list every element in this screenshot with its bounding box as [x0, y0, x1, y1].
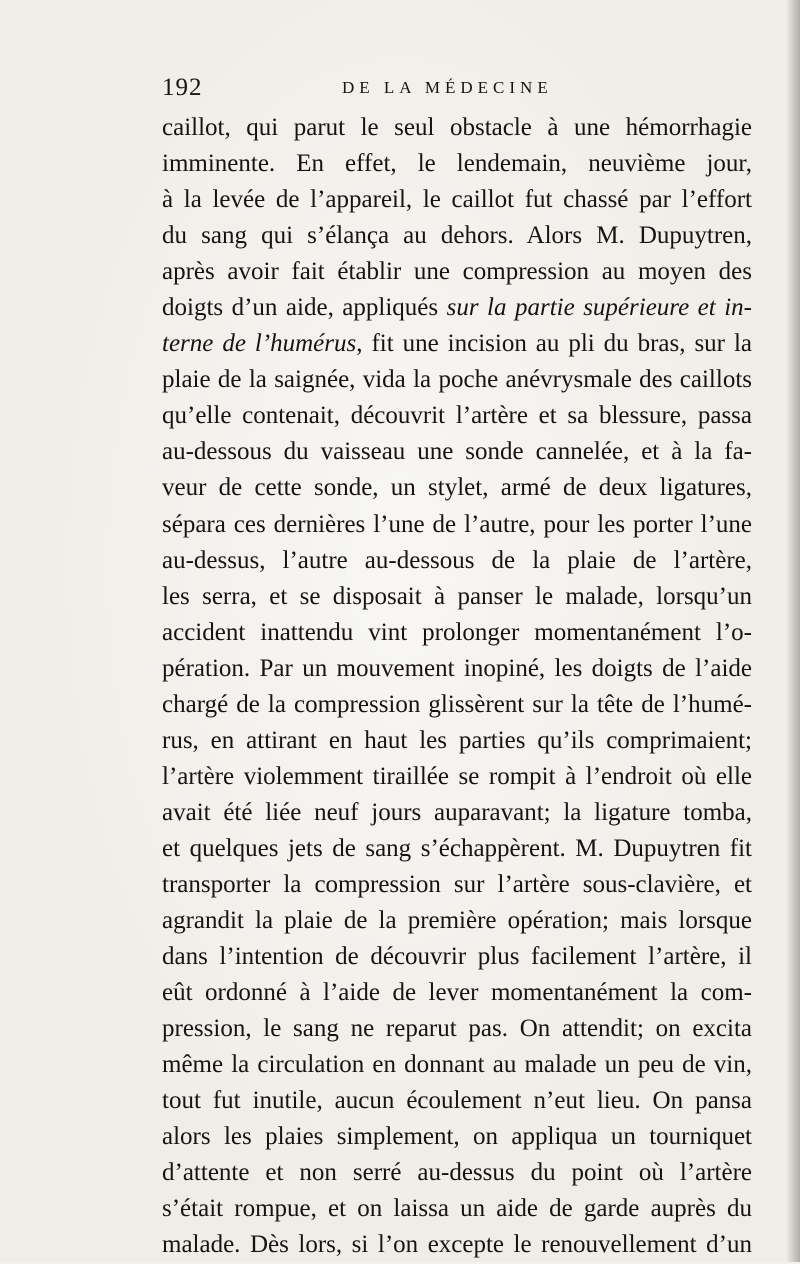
text-line: tout fut inutile, aucun écoulement n’eut lieu. On pansa [162, 1087, 752, 1115]
page-number: 192 [162, 74, 203, 101]
text-line: accident inattendu vint prolonger momentanément l’o- [162, 618, 752, 646]
text-line: imminente. En effet, le lendemain, neuvième jour, [162, 150, 752, 178]
italic-segment: sur la partie supérieure et in- [446, 294, 752, 322]
text-line-mixed [162, 290, 752, 326]
text-line: agrandit la plaie de la première opération; mais lorsque [162, 907, 752, 935]
text-line: avait été liée neuf jours auparavant; la ligature tomba, [162, 798, 752, 826]
text-line: caillot, qui parut le seul obstacle à une hémorrhagie [162, 114, 752, 141]
text-segment: doigts d’un aide, appliqués [162, 294, 447, 322]
text-line: dans l’intention de découvrir plus facilement l’artère, il [162, 943, 752, 971]
text-line: l’artère violemment tiraillée se rompit à l’endroit où elle [162, 762, 752, 790]
text-line: transporter la compression sur l’artère sous-clavière, et [162, 870, 752, 898]
text-line: sépara ces dernières l’une de l’autre, pour les porter l’une [162, 510, 752, 538]
text-line: plaie de la saignée, vida la poche anévrysmale des caillots [162, 366, 752, 394]
text-segment: , fit une incision au pli du bras, sur la [356, 330, 752, 358]
text-line: d’attente et non serré au-dessus du point où l’artère [162, 1159, 752, 1187]
page-header [162, 74, 762, 104]
text-line: à la levée de l’appareil, le caillot fut chassé par l’effort [162, 186, 752, 214]
text-line: eût ordonné à l’aide de lever momentanément la com- [162, 979, 752, 1007]
text-line: malade. Dès lors, si l’on excepte le renouvellement d’un [162, 1231, 752, 1259]
text-line: pération. Par un mouvement inopiné, les doigts de l’aide [162, 654, 752, 682]
text-line: s’était rompue, et on laissa un aide de garde auprès du [162, 1195, 752, 1223]
text-line: au-dessus, l’autre au-dessous de la plaie de l’artère, [162, 546, 752, 574]
text-line: chargé de la compression glissèrent sur la tête de l’humé- [162, 690, 752, 718]
text-line: et quelques jets de sang s’échappèrent. M. Dupuytren fit [162, 834, 752, 862]
text-line: après avoir fait établir une compression au moyen des [162, 258, 752, 286]
body-text [162, 110, 752, 1264]
text-line: du sang qui s’élança au dehors. Alors M. Dupuytren, [162, 222, 752, 250]
text-line: rus, en attirant en haut les parties qu’ils comprimaient; [162, 726, 752, 754]
text-line: qu’elle contenait, découvrit l’artère et sa blessure, passa [162, 402, 752, 430]
page-edge-shadow [786, 0, 800, 1262]
text-line: les serra, et se disposait à panser le malade, lorsqu’un [162, 582, 752, 610]
text-line: alors les plaies simplement, on appliqua un tourniquet [162, 1123, 752, 1151]
text-line: pression, le sang ne reparut pas. On attendit; on excita [162, 1015, 752, 1043]
text-line: au-dessous du vaisseau une sonde cannelée, et à la fa- [162, 438, 752, 466]
text-line-mixed [162, 326, 752, 362]
text-line: même la circulation en donnant au malade un peu de vin, [162, 1051, 752, 1079]
italic-segment: terne de l’humérus [162, 330, 357, 358]
text-line: veur de cette sonde, un stylet, armé de deux ligatures, [162, 474, 752, 502]
running-head: DE LA MÉDECINE [342, 78, 553, 97]
